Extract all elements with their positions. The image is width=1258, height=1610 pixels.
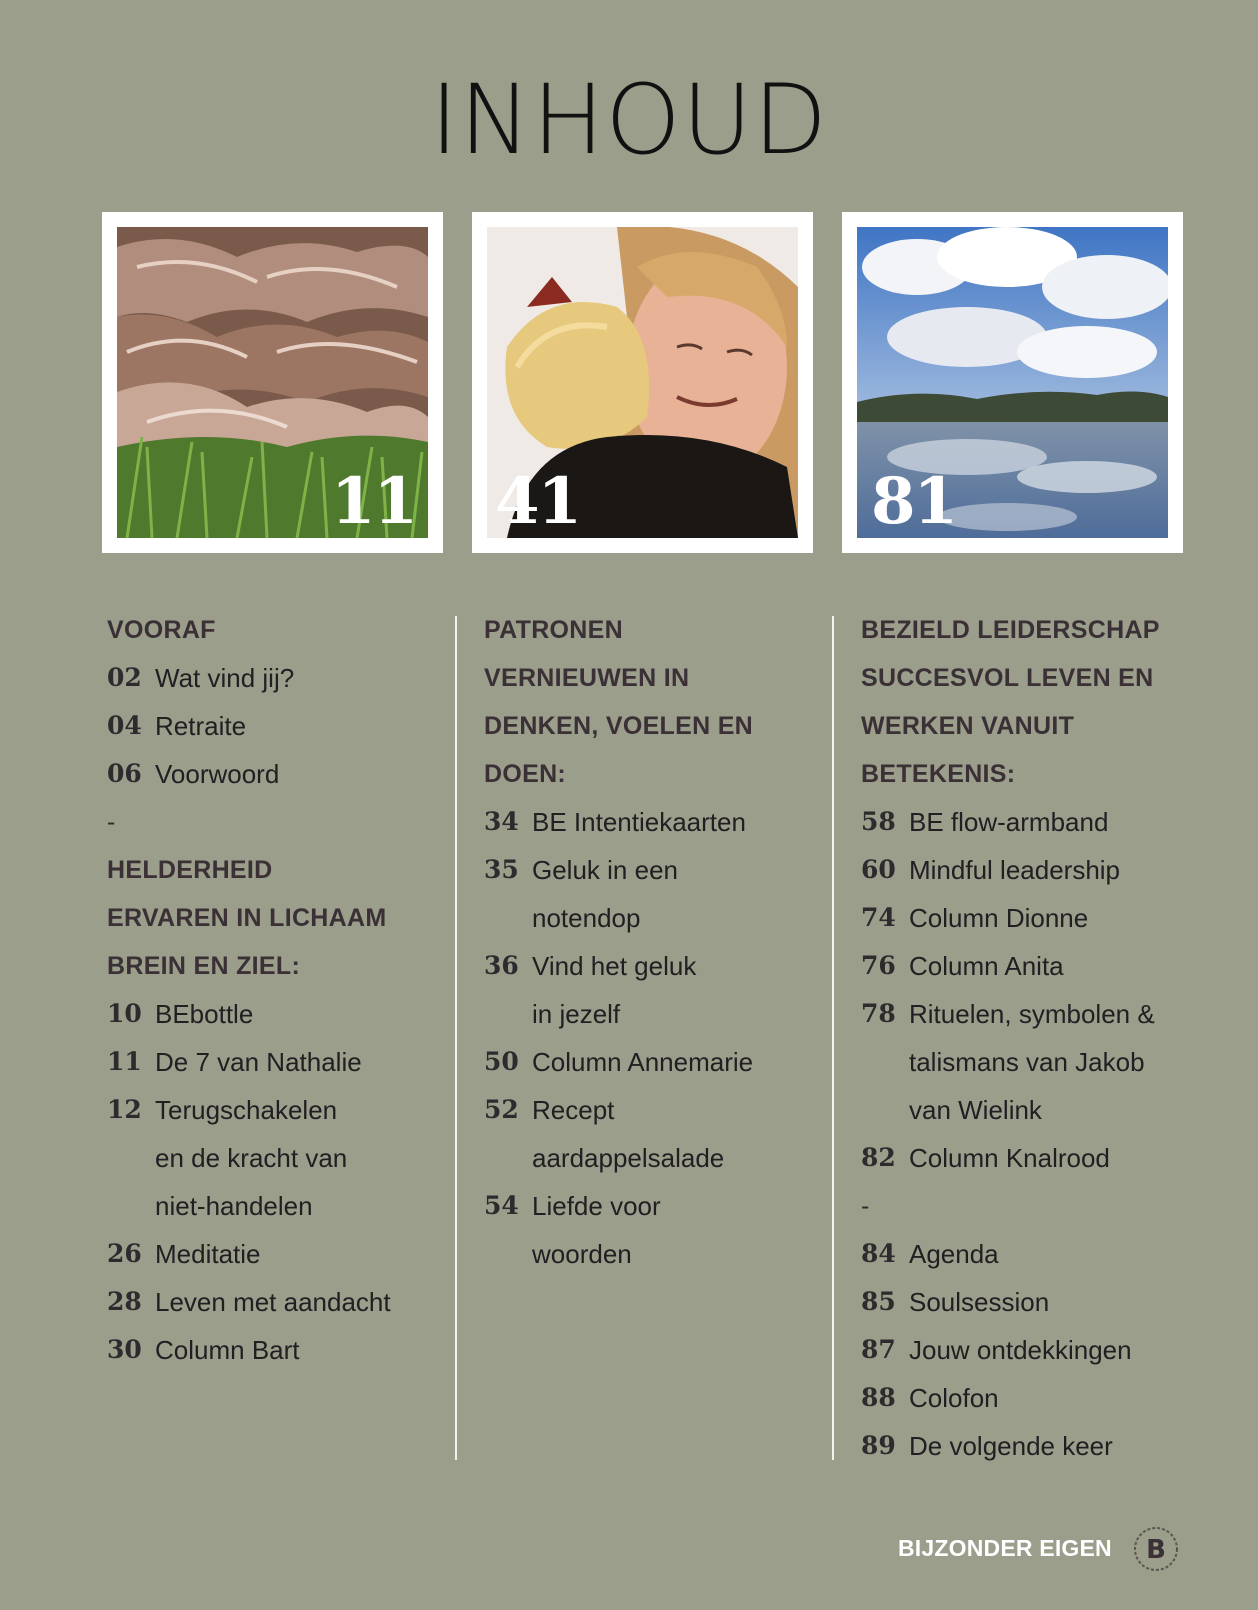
photo-page-number: 11: [330, 464, 416, 538]
toc-entry-title-line: Meditatie: [155, 1239, 261, 1269]
toc-entry-title-line: in jezelf: [532, 999, 621, 1029]
toc-entry-title-line: Recept: [532, 1095, 615, 1125]
toc-entry-title: [532, 1086, 724, 1182]
section-heading: BETEKENIS:: [861, 760, 1016, 788]
toc-entry[interactable]: [861, 846, 1201, 894]
toc-entry-title: [909, 1326, 1132, 1374]
page-title: INHOUD: [429, 64, 829, 176]
section-heading: SUCCESVOL LEVEN EN: [861, 664, 1154, 692]
brand-name: BIJZONDER EIGEN: [898, 1535, 1112, 1561]
toc-entry-title-line: Rituelen, symbolen &: [909, 999, 1155, 1029]
toc-entry-title-line: BE Intentiekaarten: [532, 807, 746, 837]
toc-column-1: [107, 606, 437, 1374]
toc-entry-title-line: Mindful leadership: [909, 855, 1121, 885]
toc-entry-title: [909, 1134, 1110, 1182]
toc-entry-title: [909, 1422, 1113, 1470]
toc-entry-title-line: Column Dionne: [909, 903, 1089, 933]
toc-entry[interactable]: [107, 654, 437, 702]
toc-entry-title-line: Agenda: [909, 1239, 999, 1269]
toc-entry-title: [532, 798, 746, 846]
toc-page-number: 84: [861, 1239, 896, 1268]
section-heading: BREIN EN ZIEL:: [107, 952, 301, 980]
toc-entry[interactable]: [861, 894, 1201, 942]
column-divider: [832, 616, 834, 1460]
toc-page-number: 10: [107, 999, 142, 1028]
toc-entry[interactable]: [861, 1374, 1201, 1422]
toc-page-number: 82: [861, 1143, 896, 1172]
toc-page-number: 35: [484, 855, 519, 884]
section-separator: -: [107, 808, 116, 836]
toc-page-number: 06: [107, 759, 142, 788]
toc-page-number: 76: [861, 951, 896, 980]
toc-page-number: 34: [484, 807, 519, 836]
toc-entry-title-line: Column Annemarie: [532, 1047, 754, 1077]
toc-entry-title: [155, 1038, 362, 1086]
toc-entry-title-line: Column Bart: [155, 1335, 300, 1365]
toc-entry[interactable]: [107, 1086, 437, 1230]
section-heading: HELDERHEID: [107, 856, 273, 884]
toc-entry[interactable]: [861, 990, 1201, 1134]
toc-entry-title: [909, 846, 1120, 894]
toc-page-number: 58: [861, 807, 896, 836]
toc-entry-title: [155, 654, 294, 702]
toc-column-3: [861, 606, 1201, 1470]
toc-column-2: [484, 606, 824, 1278]
toc-entry-title-line: Column Anita: [909, 951, 1064, 981]
toc-page-number: 12: [107, 1095, 142, 1124]
toc-entry-title: [909, 1278, 1049, 1326]
section-heading: WERKEN VANUIT: [861, 712, 1075, 740]
toc-page-number: 85: [861, 1287, 896, 1316]
brand-logo-letter: B: [1146, 1535, 1166, 1565]
photo-lake[interactable]: [842, 212, 1183, 553]
column-divider: [455, 616, 457, 1460]
toc-entry[interactable]: [484, 1086, 824, 1182]
toc-entry-title: [909, 1374, 999, 1422]
toc-entry-title-line: en de kracht van: [155, 1143, 348, 1173]
toc-entry-title: [909, 990, 1155, 1134]
section-separator: -: [861, 1192, 870, 1220]
photo-mushrooms[interactable]: [102, 212, 443, 553]
toc-entry-title-line: Leven met aandacht: [155, 1287, 391, 1317]
toc-entry-title-line: Colofon: [909, 1383, 999, 1413]
toc-entry-title-line: De volgende keer: [909, 1431, 1113, 1461]
toc-entry[interactable]: [484, 798, 824, 846]
toc-entry-title-line: De 7 van Nathalie: [155, 1047, 362, 1077]
toc-entry[interactable]: [484, 1182, 824, 1278]
photo-hug[interactable]: [472, 212, 813, 553]
toc-entry-title-line: BE flow-armband: [909, 807, 1109, 837]
toc-entry-title: [909, 942, 1064, 990]
toc-entry-title-line: niet-handelen: [155, 1191, 313, 1221]
toc-page-number: 54: [484, 1191, 519, 1220]
toc-entry[interactable]: [484, 942, 824, 1038]
toc-entry[interactable]: [861, 798, 1201, 846]
toc-entry[interactable]: [107, 1326, 437, 1374]
toc-entry-title: [155, 1086, 347, 1230]
toc-page-number: 52: [484, 1095, 519, 1124]
toc-entry-title: [532, 1038, 753, 1086]
toc-entry[interactable]: [861, 1326, 1201, 1374]
toc-page-number: 30: [107, 1335, 142, 1364]
toc-page-number: 87: [861, 1335, 896, 1364]
section-heading: BEZIELD LEIDERSCHAP: [861, 616, 1160, 644]
toc-page-number: 50: [484, 1047, 519, 1076]
toc-entry-title-line: BEbottle: [155, 999, 254, 1029]
toc-entry[interactable]: [107, 1278, 437, 1326]
toc-page-number: 11: [107, 1047, 142, 1076]
toc-entry[interactable]: [861, 1278, 1201, 1326]
toc-entry-title: [155, 702, 246, 750]
toc-page-number: 74: [861, 903, 896, 932]
toc-entry-title-line: Liefde voor: [532, 1191, 661, 1221]
toc-entry-title-line: Voorwoord: [155, 759, 280, 789]
toc-entry-title: [532, 1182, 661, 1278]
toc-entry[interactable]: [107, 1038, 437, 1086]
toc-entry-title: [909, 1230, 999, 1278]
toc-entry[interactable]: [107, 750, 437, 798]
toc-entry[interactable]: [107, 1230, 437, 1278]
toc-entry[interactable]: [107, 702, 437, 750]
toc-entry-title: [155, 1278, 391, 1326]
toc-entry-title-line: talismans van Jakob: [909, 1047, 1145, 1077]
toc-entry-title: [909, 798, 1108, 846]
toc-page-number: 89: [861, 1431, 896, 1460]
toc-entry-title-line: Terugschakelen: [155, 1095, 338, 1125]
toc-entry-title-line: Jouw ontdekkingen: [909, 1335, 1132, 1365]
toc-entry[interactable]: [861, 942, 1201, 990]
toc-entry-title-line: woorden: [532, 1239, 632, 1269]
toc-page-number: 60: [861, 855, 896, 884]
toc-entry-title: [155, 1326, 300, 1374]
section-heading: VOORAF: [107, 616, 216, 644]
brand-logo-icon: [1132, 1525, 1180, 1573]
section-heading: VERNIEUWEN IN: [484, 664, 690, 692]
toc-page-number: 88: [861, 1383, 896, 1412]
toc-entry-title-line: Wat vind jij?: [155, 663, 295, 693]
toc-entry-title: [532, 942, 696, 1038]
toc-entry-title-line: Soulsession: [909, 1287, 1050, 1317]
toc-entry-title: [909, 894, 1088, 942]
toc-entry[interactable]: [861, 1230, 1201, 1278]
toc-entry-title: [155, 1230, 261, 1278]
toc-page-number: 36: [484, 951, 519, 980]
section-heading: DENKEN, VOELEN EN: [484, 712, 754, 740]
photo-page-number: 41: [495, 464, 581, 538]
toc-entry[interactable]: [861, 1134, 1201, 1182]
toc-page-number: 78: [861, 999, 896, 1028]
toc-entry[interactable]: [861, 1422, 1201, 1470]
toc-page-number: 26: [107, 1239, 142, 1268]
section-heading: ERVAREN IN LICHAAM: [107, 904, 387, 932]
toc-entry[interactable]: [107, 990, 437, 1038]
toc-entry-title-line: Geluk in een: [532, 855, 678, 885]
toc-page-number: 28: [107, 1287, 142, 1316]
toc-entry-title: [155, 990, 253, 1038]
toc-entry-title-line: aardappelsalade: [532, 1143, 725, 1173]
toc-entry-title: [532, 846, 678, 942]
toc-entry[interactable]: [484, 1038, 824, 1086]
section-heading: DOEN:: [484, 760, 567, 788]
toc-page-number: 02: [107, 663, 142, 692]
toc-entry-title-line: Column Knalrood: [909, 1143, 1110, 1173]
toc-entry-title-line: van Wielink: [909, 1095, 1042, 1125]
toc-page-number: 04: [107, 711, 142, 740]
toc-entry-title-line: Retraite: [155, 711, 247, 741]
toc-entry-title-line: Vind het geluk: [532, 951, 697, 981]
toc-entry-title: [155, 750, 279, 798]
toc-entry-title-line: notendop: [532, 903, 641, 933]
toc-entry[interactable]: [484, 846, 824, 942]
section-heading: PATRONEN: [484, 616, 623, 644]
photo-page-number: 81: [871, 464, 957, 538]
